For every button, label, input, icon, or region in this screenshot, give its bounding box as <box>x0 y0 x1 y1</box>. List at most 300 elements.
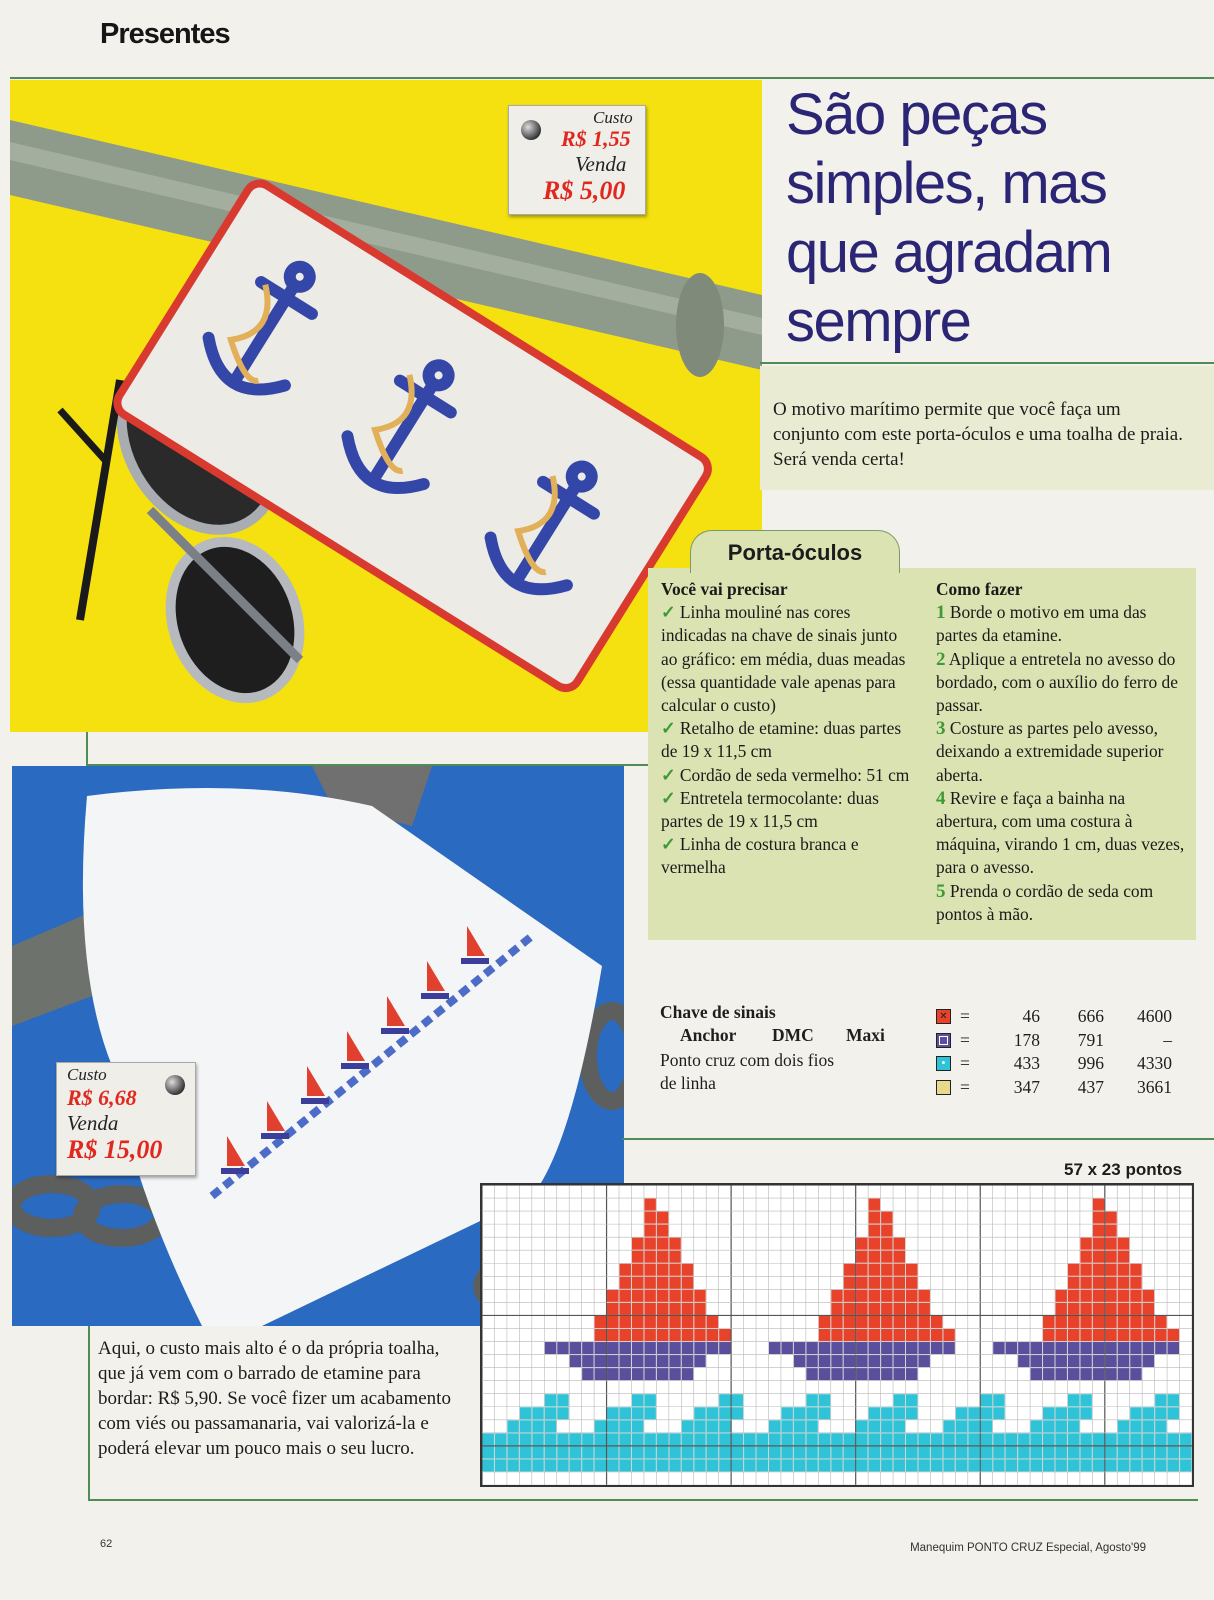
bottom-rule <box>88 1499 1198 1501</box>
hull-stitch <box>657 1355 668 1367</box>
wave-stitch <box>806 1446 817 1458</box>
stitch-grid <box>482 1185 1192 1485</box>
howto-column <box>936 578 1188 926</box>
sail-stitch <box>856 1290 867 1302</box>
wave-stitch <box>582 1459 593 1471</box>
hull-stitch <box>1018 1342 1029 1354</box>
wave-stitch <box>831 1433 842 1445</box>
wave-stitch <box>769 1446 780 1458</box>
sail-stitch <box>906 1277 917 1289</box>
wave-stitch <box>545 1420 556 1432</box>
sail-stitch <box>1105 1329 1116 1341</box>
wave-stitch <box>881 1446 892 1458</box>
wave-stitch <box>1043 1407 1054 1419</box>
wave-stitch <box>520 1446 531 1458</box>
hull-stitch <box>993 1342 1004 1354</box>
hull-stitch <box>1105 1368 1116 1380</box>
wave-stitch <box>682 1446 693 1458</box>
wave-stitch <box>1043 1433 1054 1445</box>
wave-stitch <box>719 1394 730 1406</box>
wave-stitch <box>968 1459 979 1471</box>
wave-stitch <box>806 1394 817 1406</box>
sail-stitch <box>856 1329 867 1341</box>
wave-stitch <box>1055 1446 1066 1458</box>
wave-stitch <box>881 1433 892 1445</box>
hull-stitch <box>894 1368 905 1380</box>
wave-stitch <box>1118 1433 1129 1445</box>
sail-stitch <box>869 1212 880 1224</box>
sail-stitch <box>831 1316 842 1328</box>
sail-stitch <box>632 1238 643 1250</box>
wave-stitch <box>582 1446 593 1458</box>
sail-stitch <box>1118 1316 1129 1328</box>
hull-stitch <box>1055 1342 1066 1354</box>
sale-value: R$ 15,00 <box>67 1135 163 1164</box>
wave-stitch <box>819 1394 830 1406</box>
hull-stitch <box>869 1355 880 1367</box>
hull-stitch <box>1143 1342 1154 1354</box>
hull-stitch <box>894 1342 905 1354</box>
wave-stitch <box>856 1446 867 1458</box>
wave-stitch <box>595 1446 606 1458</box>
sail-stitch <box>1118 1264 1129 1276</box>
wave-stitch <box>931 1459 942 1471</box>
wave-stitch <box>719 1420 730 1432</box>
hull-stitch <box>1155 1342 1166 1354</box>
wave-stitch <box>757 1433 768 1445</box>
sail-stitch <box>831 1290 842 1302</box>
wave-stitch <box>1105 1459 1116 1471</box>
sail-stitch <box>682 1264 693 1276</box>
wave-stitch <box>1080 1459 1091 1471</box>
key-header-dmc: DMC <box>772 1025 814 1045</box>
dmc-code: 791 <box>1077 1029 1104 1050</box>
wave-stitch <box>844 1446 855 1458</box>
sail-stitch <box>906 1316 917 1328</box>
sail-stitch <box>918 1303 929 1315</box>
sail-stitch <box>1118 1303 1129 1315</box>
sail-stitch <box>1143 1290 1154 1302</box>
needs-item: ✓ Linha mouliné nas cores indicadas na chave de sinais junto ao gráfico: em média, duas meadas (essa quantidade vale apenas para calcular o custo) <box>661 602 906 716</box>
wave-stitch <box>545 1446 556 1458</box>
cross-stitch-chart <box>480 1183 1194 1487</box>
sail-stitch <box>1093 1199 1104 1211</box>
wave-stitch <box>981 1407 992 1419</box>
sail-stitch <box>881 1264 892 1276</box>
howto-step: 4 Revire e faça a bainha na abertura, com uma costura à máquina, virando 1 cm, duas vezes, para o avesso. <box>936 787 1185 878</box>
wave-stitch <box>894 1420 905 1432</box>
wave-stitch <box>819 1459 830 1471</box>
sail-stitch <box>869 1277 880 1289</box>
sail-stitch <box>632 1303 643 1315</box>
sail-stitch <box>1068 1316 1079 1328</box>
hull-stitch <box>906 1355 917 1367</box>
headline-line: sempre <box>786 289 971 354</box>
sail-stitch <box>1130 1329 1141 1341</box>
hull-stitch <box>669 1342 680 1354</box>
wave-stitch <box>831 1446 842 1458</box>
sail-stitch <box>869 1238 880 1250</box>
wave-stitch <box>968 1433 979 1445</box>
hull-stitch <box>1006 1342 1017 1354</box>
sail-stitch <box>844 1264 855 1276</box>
sail-stitch <box>869 1199 880 1211</box>
wave-stitch <box>644 1446 655 1458</box>
sail-stitch <box>1043 1329 1054 1341</box>
wave-stitch <box>669 1459 680 1471</box>
sale-label: Venda <box>575 152 627 176</box>
sail-stitch <box>819 1316 830 1328</box>
sail-stitch <box>644 1264 655 1276</box>
howto-step: 3 Costure as partes pelo avesso, deixando a extremidade superior aberta. <box>936 718 1164 785</box>
wave-stitch <box>757 1459 768 1471</box>
sail-stitch <box>632 1251 643 1263</box>
sail-stitch <box>1093 1251 1104 1263</box>
wave-stitch <box>1155 1433 1166 1445</box>
hull-stitch <box>644 1355 655 1367</box>
sail-stitch <box>1130 1264 1141 1276</box>
sail-stitch <box>881 1316 892 1328</box>
sail-stitch <box>1105 1212 1116 1224</box>
sail-stitch <box>657 1316 668 1328</box>
hull-stitch <box>1118 1368 1129 1380</box>
hull-stitch <box>1031 1355 1042 1367</box>
sail-stitch <box>881 1303 892 1315</box>
wave-stitch <box>918 1459 929 1471</box>
wave-stitch <box>1018 1446 1029 1458</box>
wave-stitch <box>993 1433 1004 1445</box>
wave-stitch <box>570 1433 581 1445</box>
hull-stitch <box>931 1342 942 1354</box>
wave-stitch <box>495 1459 506 1471</box>
wave-stitch <box>831 1459 842 1471</box>
hull-stitch <box>831 1355 842 1367</box>
check-icon: ✓ <box>661 718 680 739</box>
sail-stitch <box>869 1316 880 1328</box>
wave-stitch <box>719 1433 730 1445</box>
wave-stitch <box>894 1407 905 1419</box>
wave-stitch <box>694 1420 705 1432</box>
hull-stitch <box>1093 1355 1104 1367</box>
wave-stitch <box>532 1433 543 1445</box>
sail-stitch <box>1105 1290 1116 1302</box>
hull-stitch <box>1031 1368 1042 1380</box>
sail-stitch <box>1080 1329 1091 1341</box>
sail-stitch <box>1093 1212 1104 1224</box>
wave-stitch <box>931 1446 942 1458</box>
wave-stitch <box>483 1433 494 1445</box>
sail-stitch <box>657 1277 668 1289</box>
wave-stitch <box>694 1433 705 1445</box>
wave-stitch <box>607 1433 618 1445</box>
sail-stitch <box>607 1303 618 1315</box>
anchor-code: 178 <box>1013 1029 1040 1050</box>
sail-stitch <box>1130 1303 1141 1315</box>
wave-stitch <box>632 1407 643 1419</box>
wave-stitch <box>881 1420 892 1432</box>
wave-stitch <box>806 1420 817 1432</box>
sail-stitch <box>894 1329 905 1341</box>
hull-stitch <box>769 1342 780 1354</box>
sail-stitch <box>682 1329 693 1341</box>
sail-stitch <box>894 1264 905 1276</box>
sail-stitch <box>1093 1225 1104 1237</box>
sail-stitch <box>894 1251 905 1263</box>
wave-stitch <box>881 1459 892 1471</box>
hull-stitch <box>1043 1368 1054 1380</box>
sail-stitch <box>1093 1290 1104 1302</box>
hull-stitch <box>657 1342 668 1354</box>
wave-stitch <box>1155 1420 1166 1432</box>
sail-stitch <box>844 1277 855 1289</box>
wave-stitch <box>1180 1433 1191 1445</box>
wave-stitch <box>931 1433 942 1445</box>
wave-stitch <box>943 1446 954 1458</box>
wave-stitch <box>844 1459 855 1471</box>
wave-stitch <box>906 1407 917 1419</box>
sail-stitch <box>644 1251 655 1263</box>
sail-stitch <box>694 1303 705 1315</box>
wave-stitch <box>657 1433 668 1445</box>
sail-stitch <box>881 1329 892 1341</box>
wave-stitch <box>769 1420 780 1432</box>
wave-stitch <box>1031 1433 1042 1445</box>
sail-stitch <box>669 1290 680 1302</box>
wave-stitch <box>844 1433 855 1445</box>
sail-stitch <box>657 1225 668 1237</box>
wave-stitch <box>570 1446 581 1458</box>
wave-stitch <box>694 1446 705 1458</box>
sail-stitch <box>1118 1290 1129 1302</box>
sail-stitch <box>1118 1251 1129 1263</box>
sail-stitch <box>644 1316 655 1328</box>
wave-stitch <box>981 1446 992 1458</box>
sail-stitch <box>657 1212 668 1224</box>
sail-stitch <box>719 1329 730 1341</box>
sail-stitch <box>657 1238 668 1250</box>
sail-stitch <box>1055 1316 1066 1328</box>
hull-stitch <box>707 1342 718 1354</box>
wave-stitch <box>1043 1420 1054 1432</box>
hull-stitch <box>1055 1355 1066 1367</box>
wave-stitch <box>682 1459 693 1471</box>
wave-stitch <box>1168 1394 1179 1406</box>
sail-stitch <box>644 1225 655 1237</box>
sail-stitch <box>894 1290 905 1302</box>
wave-stitch <box>644 1433 655 1445</box>
wave-stitch <box>1068 1420 1079 1432</box>
sail-stitch <box>1130 1316 1141 1328</box>
wave-stitch <box>1055 1433 1066 1445</box>
hull-stitch <box>806 1368 817 1380</box>
wave-stitch <box>570 1459 581 1471</box>
hull-stitch <box>1080 1355 1091 1367</box>
wave-stitch <box>993 1446 1004 1458</box>
sail-stitch <box>1105 1303 1116 1315</box>
sail-stitch <box>906 1329 917 1341</box>
wave-stitch <box>1006 1446 1017 1458</box>
sail-stitch <box>1093 1329 1104 1341</box>
needs-column <box>661 578 911 880</box>
maxi-code: 3661 <box>1137 1076 1172 1097</box>
sale-value: R$ 5,00 <box>543 176 626 205</box>
check-icon: ✓ <box>661 834 680 855</box>
sail-stitch <box>682 1290 693 1302</box>
sail-stitch <box>844 1316 855 1328</box>
wave-stitch <box>1018 1459 1029 1471</box>
sail-stitch <box>1118 1329 1129 1341</box>
sail-stitch <box>1155 1329 1166 1341</box>
sail-stitch <box>1080 1303 1091 1315</box>
wave-stitch <box>794 1433 805 1445</box>
wave-stitch <box>1143 1420 1154 1432</box>
howto-step: 1 Borde o motivo em uma das partes da etamine. <box>936 602 1147 646</box>
wave-stitch <box>545 1394 556 1406</box>
wave-stitch <box>520 1433 531 1445</box>
wave-stitch <box>1155 1446 1166 1458</box>
hull-stitch <box>682 1355 693 1367</box>
wave-stitch <box>669 1446 680 1458</box>
wave-stitch <box>956 1446 967 1458</box>
sail-stitch <box>657 1303 668 1315</box>
hull-stitch <box>1143 1355 1154 1367</box>
hull-stitch <box>570 1355 581 1367</box>
key-title: Chave de sinais <box>660 1002 776 1022</box>
hull-stitch <box>1093 1368 1104 1380</box>
sail-stitch <box>1118 1238 1129 1250</box>
wave-stitch <box>483 1459 494 1471</box>
wave-stitch <box>906 1446 917 1458</box>
hull-stitch <box>632 1342 643 1354</box>
sail-stitch <box>844 1290 855 1302</box>
wave-stitch <box>707 1420 718 1432</box>
chart-size-label: 57 x 23 pontos <box>1064 1160 1183 1179</box>
wave-stitch <box>620 1420 631 1432</box>
wave-stitch <box>781 1433 792 1445</box>
wave-stitch <box>1080 1407 1091 1419</box>
hull-stitch <box>595 1368 606 1380</box>
sail-stitch <box>894 1316 905 1328</box>
wave-stitch <box>1168 1407 1179 1419</box>
sail-stitch <box>644 1303 655 1315</box>
wave-stitch <box>943 1459 954 1471</box>
key-table <box>936 1006 1176 1100</box>
sail-stitch <box>1105 1316 1116 1328</box>
wave-stitch <box>495 1446 506 1458</box>
sail-stitch <box>669 1329 680 1341</box>
hull-stitch <box>595 1355 606 1367</box>
hull-stitch <box>1031 1342 1042 1354</box>
wave-stitch <box>894 1394 905 1406</box>
headline-line: simples, mas <box>786 151 1107 216</box>
magazine-footer: Manequim PONTO CRUZ Especial, Agosto'99 <box>910 1542 1146 1554</box>
cost-value: R$ 1,55 <box>561 126 631 151</box>
hull-stitch <box>906 1342 917 1354</box>
sail-stitch <box>1105 1277 1116 1289</box>
hull-stitch <box>943 1342 954 1354</box>
towel-caption: Aqui, o custo mais alto é o da própria toalha, que já vem com o barrado de etamine para bordar: R$ 5,90. Se você fizer um acabamento com viés ou passamanaria, vai valorizá-la e poderá elevar um pouco mais o seu lucro. <box>98 1338 451 1459</box>
hull-stitch <box>1055 1368 1066 1380</box>
wave-stitch <box>956 1420 967 1432</box>
hull-stitch <box>1118 1355 1129 1367</box>
dmc-code: 996 <box>1077 1053 1104 1073</box>
hull-stitch <box>669 1368 680 1380</box>
hull-stitch <box>794 1355 805 1367</box>
sail-stitch <box>694 1316 705 1328</box>
wave-stitch <box>557 1446 568 1458</box>
wave-stitch <box>545 1433 556 1445</box>
sail-stitch <box>669 1264 680 1276</box>
hull-stitch <box>856 1368 867 1380</box>
wave-stitch <box>956 1433 967 1445</box>
sail-stitch <box>856 1238 867 1250</box>
cross-symbol-icon: ✕ <box>936 1009 951 1024</box>
wave-stitch <box>682 1433 693 1445</box>
wave-stitch <box>744 1433 755 1445</box>
wave-stitch <box>943 1420 954 1432</box>
sail-stitch <box>1055 1290 1066 1302</box>
wave-stitch <box>781 1407 792 1419</box>
sail-stitch <box>881 1251 892 1263</box>
wave-stitch <box>1080 1446 1091 1458</box>
sail-stitch <box>669 1303 680 1315</box>
sail-stitch <box>644 1238 655 1250</box>
wave-stitch <box>869 1459 880 1471</box>
sail-stitch <box>869 1251 880 1263</box>
wave-stitch <box>1168 1459 1179 1471</box>
wave-stitch <box>1031 1420 1042 1432</box>
headline-line: que agradam <box>786 220 1112 285</box>
wave-stitch <box>1006 1459 1017 1471</box>
sail-stitch <box>632 1290 643 1302</box>
sail-stitch <box>632 1329 643 1341</box>
wave-stitch <box>856 1459 867 1471</box>
wave-stitch <box>657 1459 668 1471</box>
anchor-code: 433 <box>1013 1053 1040 1073</box>
wave-stitch <box>719 1459 730 1471</box>
wave-stitch <box>669 1433 680 1445</box>
hull-stitch <box>620 1368 631 1380</box>
wave-stitch <box>869 1420 880 1432</box>
hull-stitch <box>781 1342 792 1354</box>
wave-stitch <box>1068 1394 1079 1406</box>
anchor-code: 347 <box>1013 1076 1040 1097</box>
maxi-code: 4600 <box>1137 1006 1172 1026</box>
sail-stitch <box>906 1290 917 1302</box>
wave-stitch <box>1055 1459 1066 1471</box>
wave-stitch <box>507 1459 518 1471</box>
hull-stitch <box>682 1368 693 1380</box>
hull-stitch <box>1080 1342 1091 1354</box>
hull-stitch <box>632 1355 643 1367</box>
sail-stitch <box>620 1316 631 1328</box>
wave-stitch <box>1068 1446 1079 1458</box>
hull-stitch <box>819 1355 830 1367</box>
wave-stitch <box>819 1433 830 1445</box>
sail-stitch <box>1143 1303 1154 1315</box>
wave-stitch <box>1143 1407 1154 1419</box>
sail-stitch <box>869 1264 880 1276</box>
headline <box>786 80 1196 356</box>
sail-stitch <box>1093 1316 1104 1328</box>
wave-stitch <box>1018 1433 1029 1445</box>
hull-stitch <box>918 1355 929 1367</box>
wave-stitch <box>520 1459 531 1471</box>
wave-stitch <box>632 1420 643 1432</box>
wave-stitch <box>1105 1446 1116 1458</box>
check-icon: ✓ <box>661 764 680 785</box>
wave-stitch <box>707 1407 718 1419</box>
